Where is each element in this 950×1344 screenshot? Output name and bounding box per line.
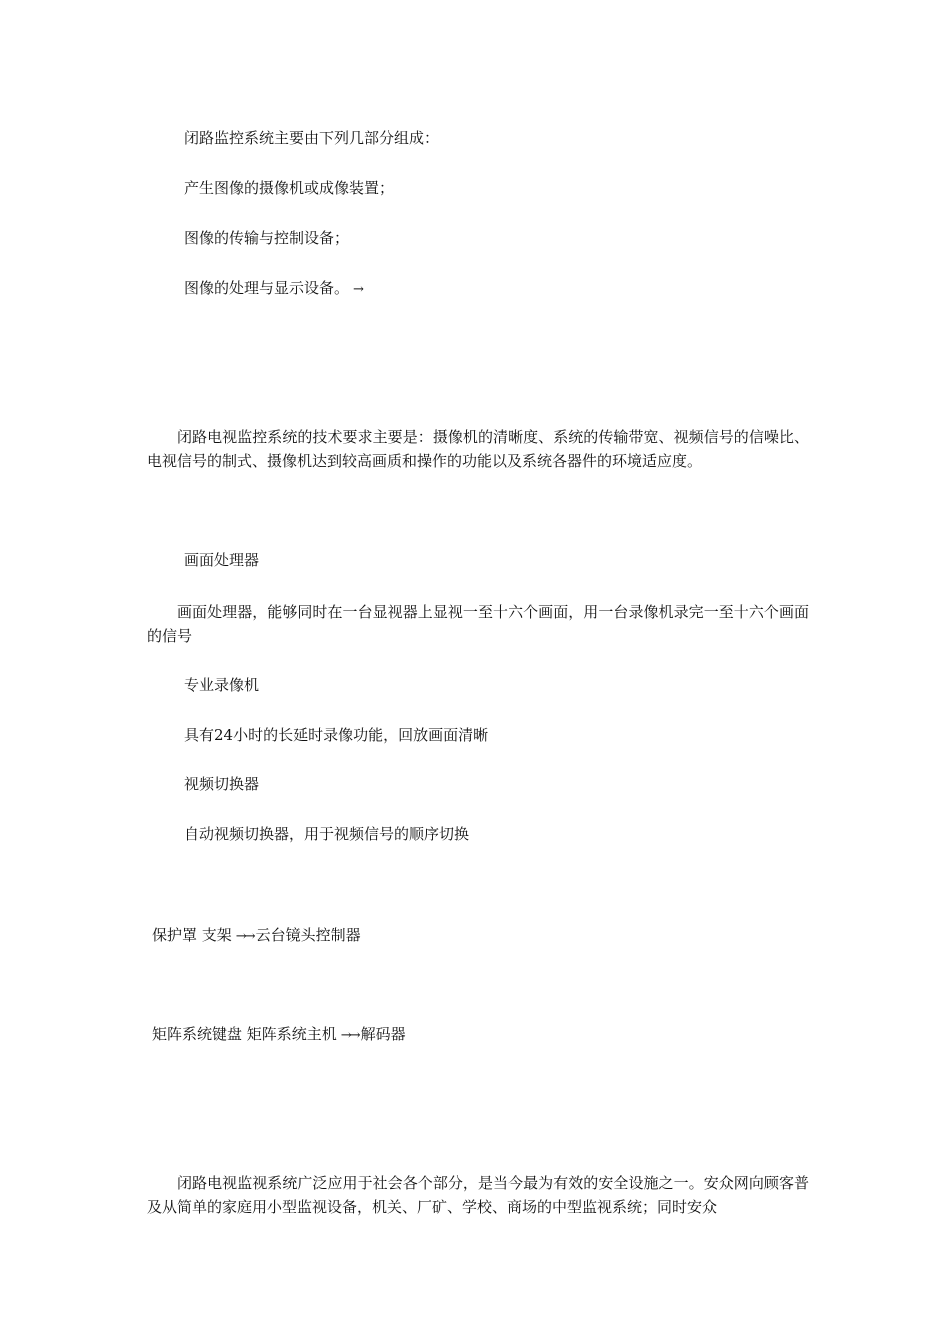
list-item-display <box>184 278 364 300</box>
list-intro: 闭路监控系统主要由下列几部分组成： <box>184 129 440 147</box>
double-arrow-icon: →→ <box>340 1028 359 1043</box>
list-item-display-text: 图像的处理与显示设备。 <box>184 279 350 297</box>
list-item-transmission: 图像的传输与控制设备； <box>184 229 350 247</box>
arrow-icon: → <box>353 282 362 297</box>
diagram-line-ptz <box>152 925 361 947</box>
device-heading-picture-processor: 画面处理器 <box>184 551 260 569</box>
diagram-line-matrix-suffix: 解码器 <box>360 1025 406 1043</box>
list-item-camera: 产生图像的摄像机或成像装置； <box>184 179 395 197</box>
tech-requirements-paragraph: 闭路电视监控系统的技术要求主要是：摄像机的清晰度、系统的传输带宽、视频信号的信噪比、电视信号的制式、摄像机达到较高画质和操作的功能以及系统各器件的环境适应度。 <box>147 428 809 470</box>
closing-paragraph: 闭路电视监视系统广泛应用于社会各个部分，是当今最为有效的安全设施之一。安众网向顾客普及从简单的家庭用小型监视设备，机关、厂矿、学校、商场的中型监视系统；同时安众 <box>147 1174 809 1216</box>
diagram-line-matrix-prefix: 矩阵系统键盘 矩阵系统主机 <box>152 1025 337 1043</box>
diagram-line-matrix <box>152 1024 406 1046</box>
diagram-line-ptz-suffix: 云台镜头控制器 <box>255 926 361 944</box>
device-heading-video-switcher: 视频切换器 <box>184 775 260 793</box>
diagram-line-ptz-prefix: 保护罩 支架 <box>152 926 232 944</box>
device-description-video-switcher: 自动视频切换器，用于视频信号的顺序切换 <box>184 825 470 843</box>
device-description-picture-processor: 画面处理器，能够同时在一台显视器上显视一至十六个画面，用一台录像机录完一至十六个画面的信号 <box>147 603 809 645</box>
double-arrow-icon: →→ <box>235 929 254 944</box>
device-heading-video-recorder: 专业录像机 <box>184 676 260 694</box>
device-description-video-recorder: 具有24小时的长延时录像功能，回放画面清晰 <box>184 726 489 744</box>
